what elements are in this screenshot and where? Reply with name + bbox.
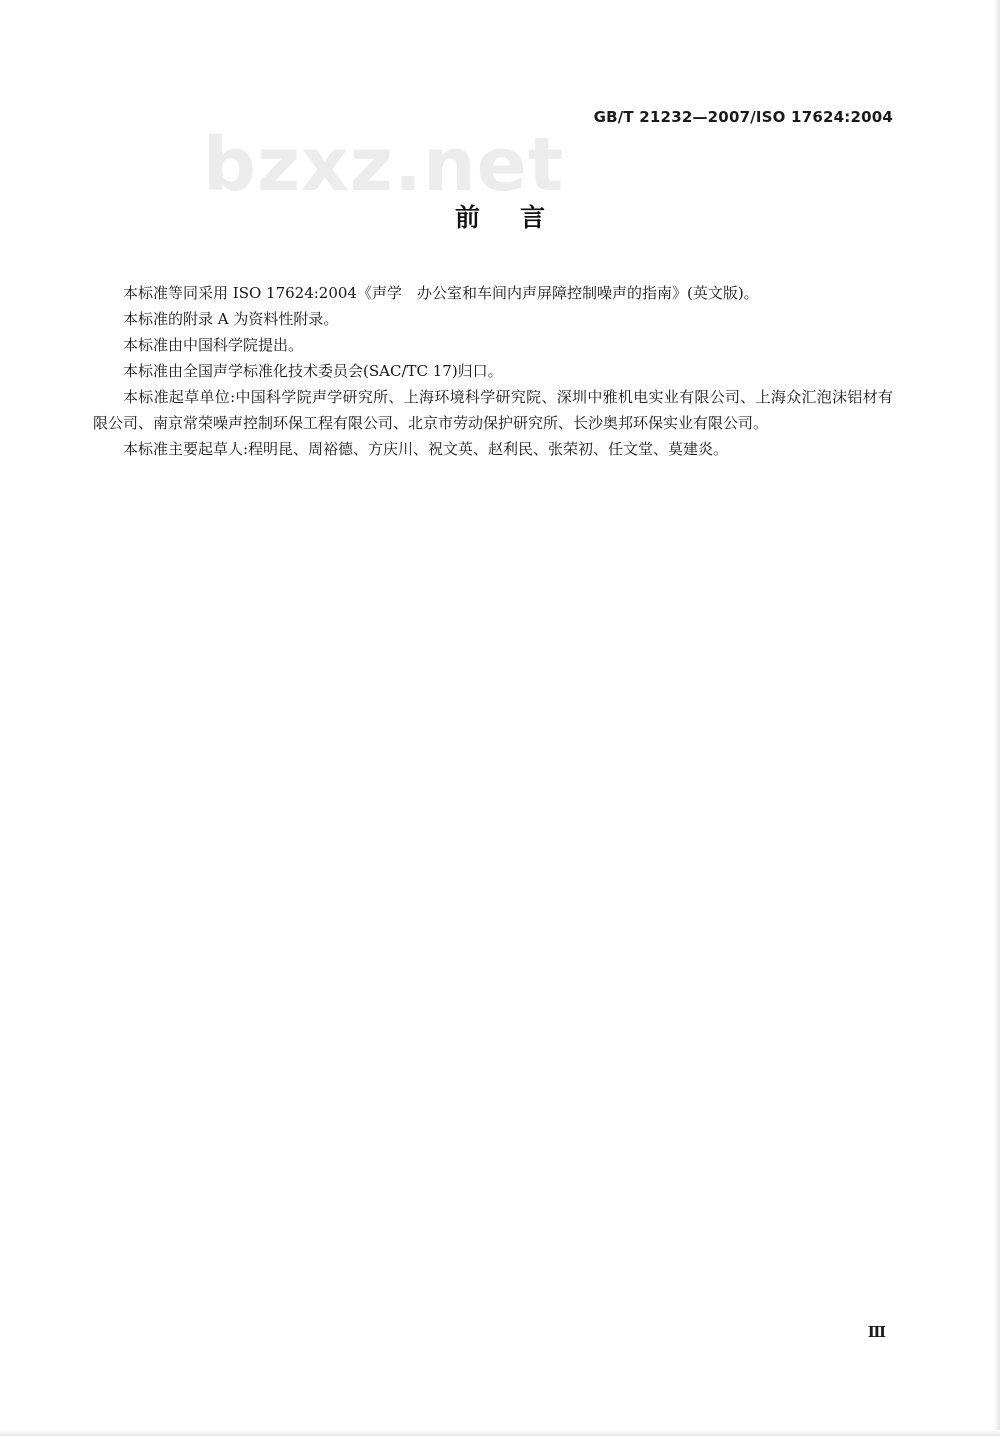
paragraph-proposer: 本标准由中国科学院提出。: [123, 336, 304, 354]
page-edge-shadow-bottom: [0, 1430, 1000, 1436]
paragraph-committee: 本标准由全国声学标准化技术委员会(SAC/TC 17)归口。: [123, 362, 503, 380]
paragraph-drafters: 本标准主要起草人:程明昆、周裕德、方庆川、祝文英、赵利民、张荣初、任文堂、莫建炎。: [123, 440, 729, 458]
page-title: 前言: [454, 203, 585, 232]
foreword-body: [93, 280, 893, 462]
page-number: Ⅲ: [867, 1323, 886, 1341]
paragraph-annex: 本标准的附录 A 为资料性附录。: [123, 310, 339, 328]
watermark-logo: bzxz.net: [203, 122, 565, 208]
page-edge-shadow-right: [994, 0, 1000, 1436]
paragraph-drafting-units: 本标准起草单位:中国科学院声学研究所、上海环境科学研究院、深圳中雅机电实业有限公司、上海众汇泡沫铝材有限公司、南京常荣噪声控制环保工程有限公司、北京市劳动保护研究所、长沙奥邦环保实业有限公司。: [93, 388, 893, 432]
paragraph-adoption: 本标准等同采用 ISO 17624:2004《声学 办公室和车间内声屏障控制噪声的指南》(英文版)。: [123, 284, 759, 302]
standard-code: GB/T 21232—2007/ISO 17624:2004: [593, 108, 893, 126]
